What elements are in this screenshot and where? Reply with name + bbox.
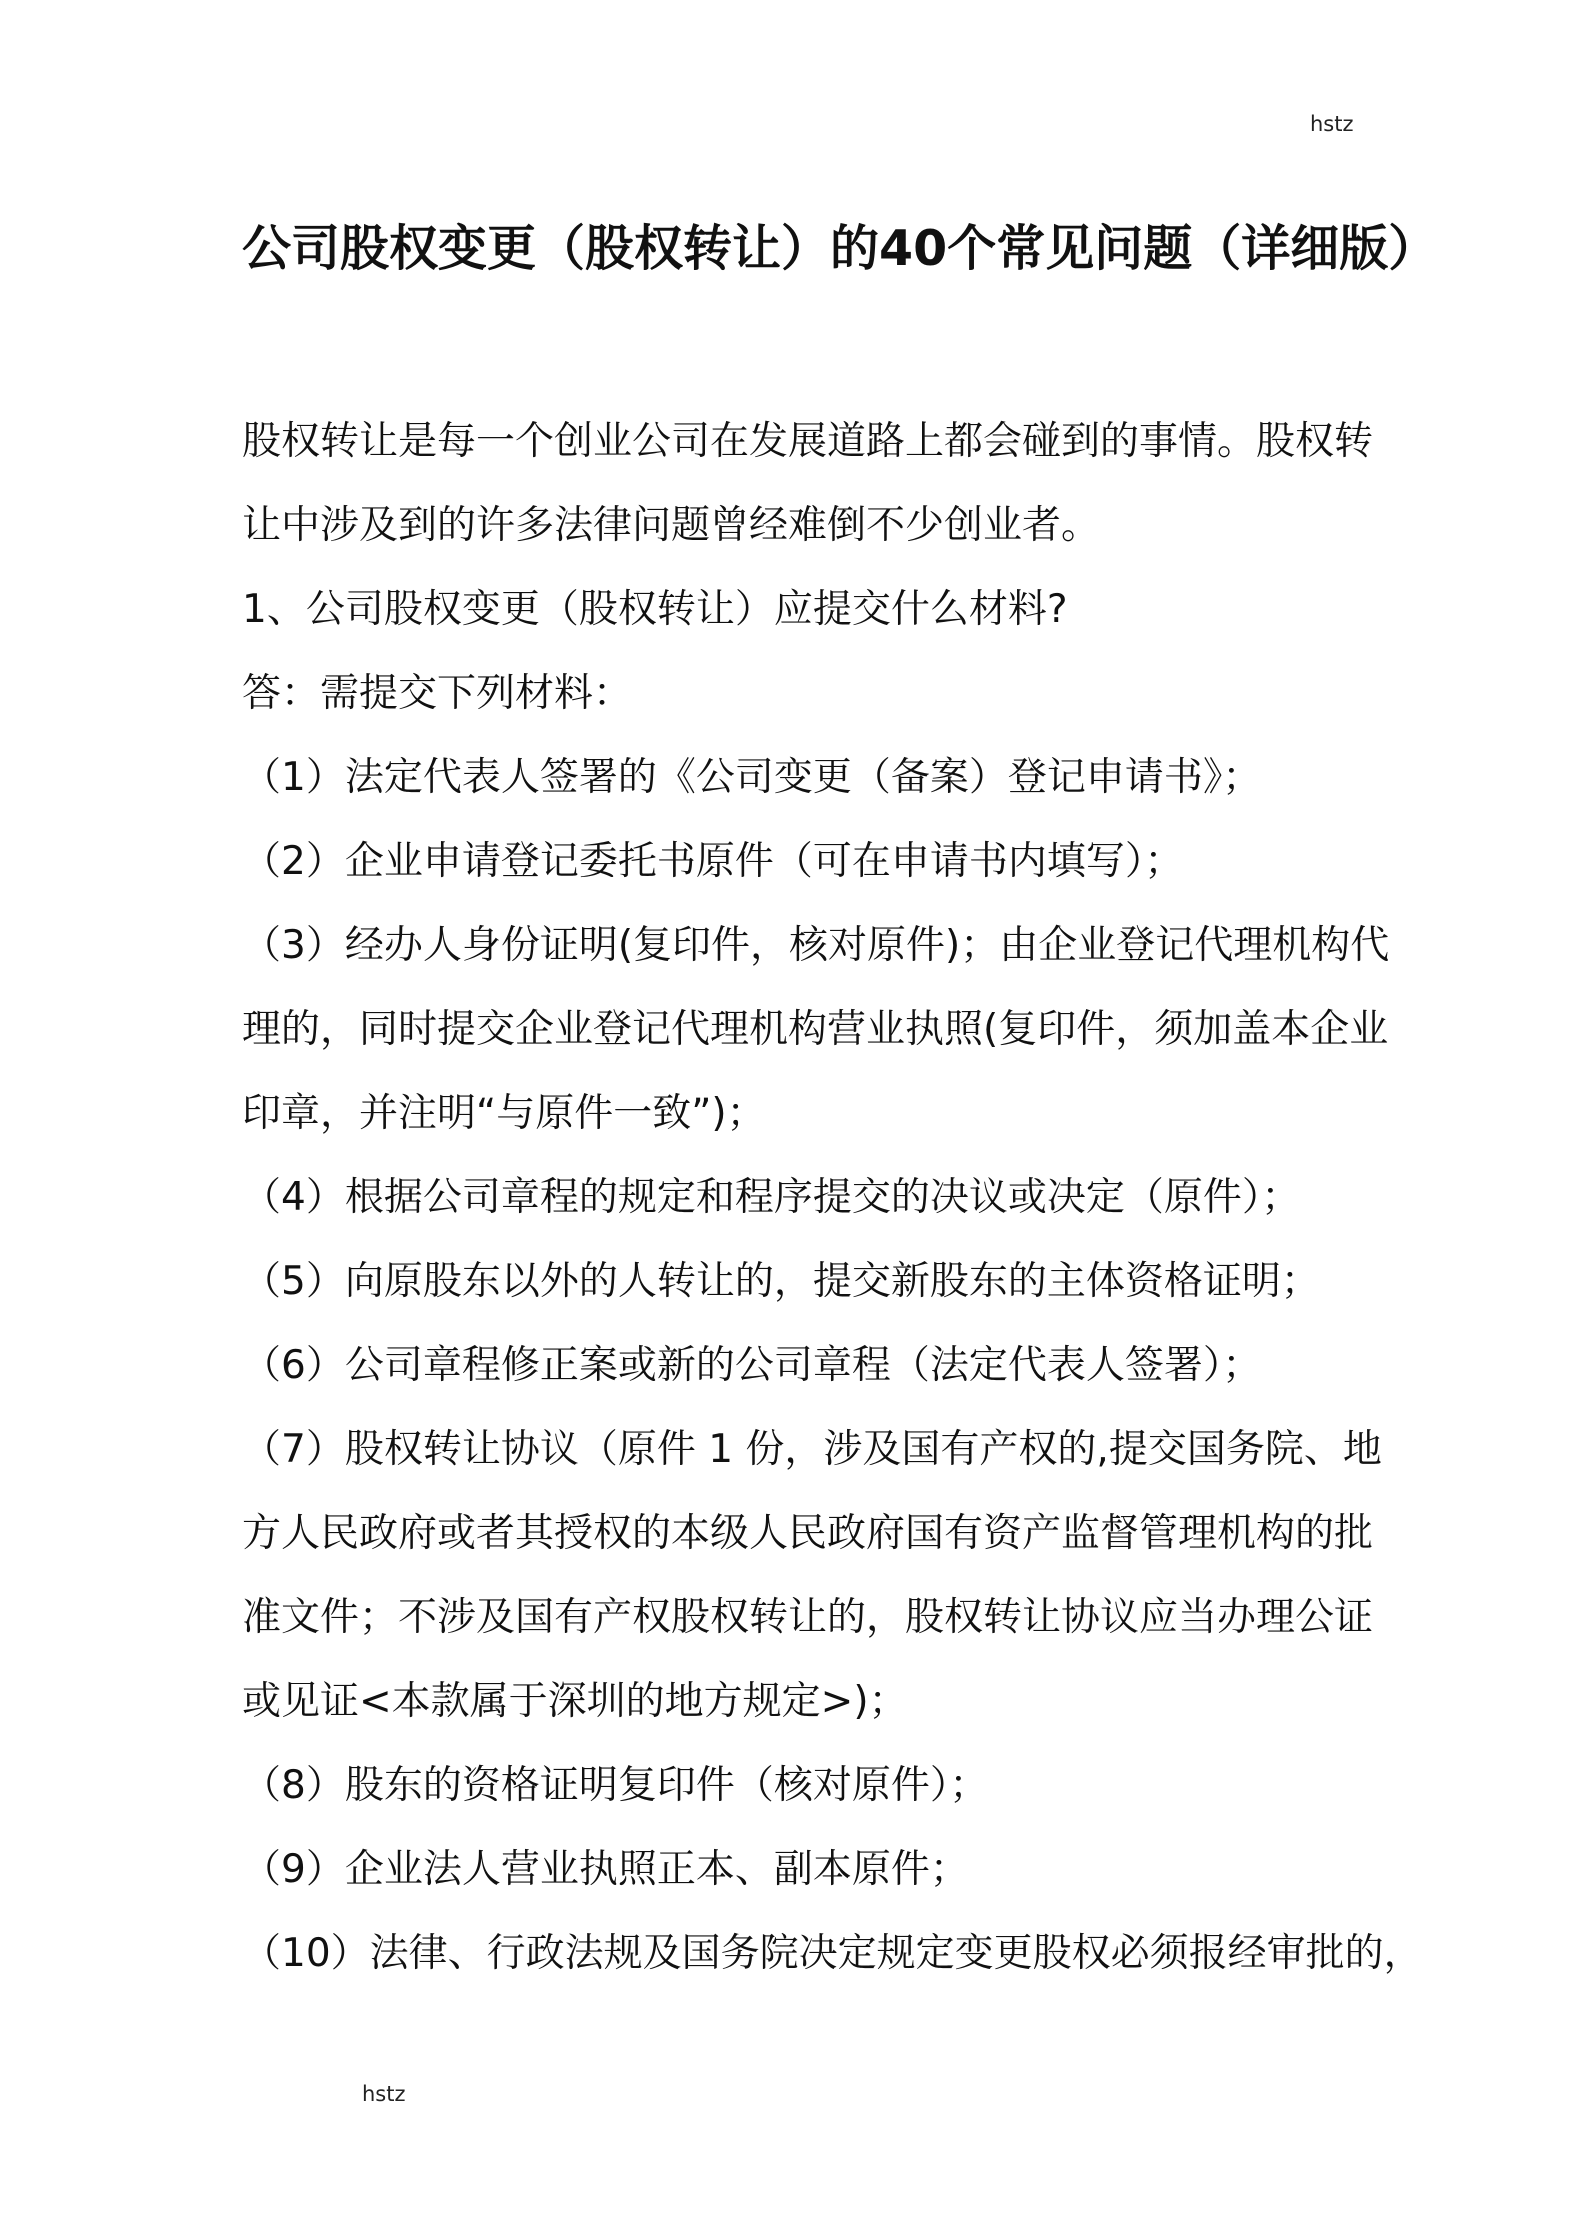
answer-intro: 答：需提交下列材料： xyxy=(242,671,633,716)
list-item: （8）股东的资格证明复印件（核对原件）； xyxy=(242,1763,989,1808)
list-item: （2）企业申请登记委托书原件（可在申请书内填写）； xyxy=(242,839,1184,884)
body-line: 股权转让是每一个创业公司在发展道路上都会碰到的事情。股权转 xyxy=(242,419,1374,464)
list-item-continuation: 方人民政府或者其授权的本级人民政府国有资产监督管理机构的批 xyxy=(242,1511,1374,1556)
list-item-continuation: 准文件；不涉及国有产权股权转让的，股权转让协议应当办理公证 xyxy=(242,1595,1374,1640)
list-item: （9）企业法人营业执照正本、副本原件； xyxy=(242,1847,969,1892)
list-item: （5）向原股东以外的人转让的，提交新股东的主体资格证明； xyxy=(242,1259,1320,1304)
list-item: （4）根据公司章程的规定和程序提交的决议或决定（原件）； xyxy=(242,1175,1301,1220)
list-item: （7）股权转让协议（原件 1 份，涉及国有产权的,提交国务院、地 xyxy=(242,1427,1382,1472)
list-item-continuation: 或见证<本款属于深圳的地方规定>)； xyxy=(242,1679,908,1724)
list-item: （3）经办人身份证明(复印件，核对原件)；由企业登记代理机构代 xyxy=(242,923,1390,968)
question-heading: 1、公司股权变更（股权转让）应提交什么材料? xyxy=(242,587,1068,632)
list-item-continuation: 印章，并注明“与原件一致”)； xyxy=(242,1091,766,1136)
page-title: 公司股权变更（股权转让）的40个常见问题（详细版） xyxy=(242,220,1438,277)
list-item-continuation: 理的，同时提交企业登记代理机构营业执照(复印件，须加盖本企业 xyxy=(242,1007,1389,1052)
body-line: 让中涉及到的许多法律问题曾经难倒不少创业者。 xyxy=(242,503,1101,548)
list-item: （6）公司章程修正案或新的公司章程（法定代表人签署）； xyxy=(242,1343,1262,1388)
list-item: （10）法律、行政法规及国务院决定规定变更股权必须报经审批的， xyxy=(242,1931,1423,1976)
header-watermark: hstz xyxy=(1310,112,1354,136)
footer-watermark: hstz xyxy=(362,2082,406,2106)
list-item: （1）法定代表人签署的《公司变更（备案）登记申请书》； xyxy=(242,755,1262,800)
document-body xyxy=(242,400,1423,1996)
